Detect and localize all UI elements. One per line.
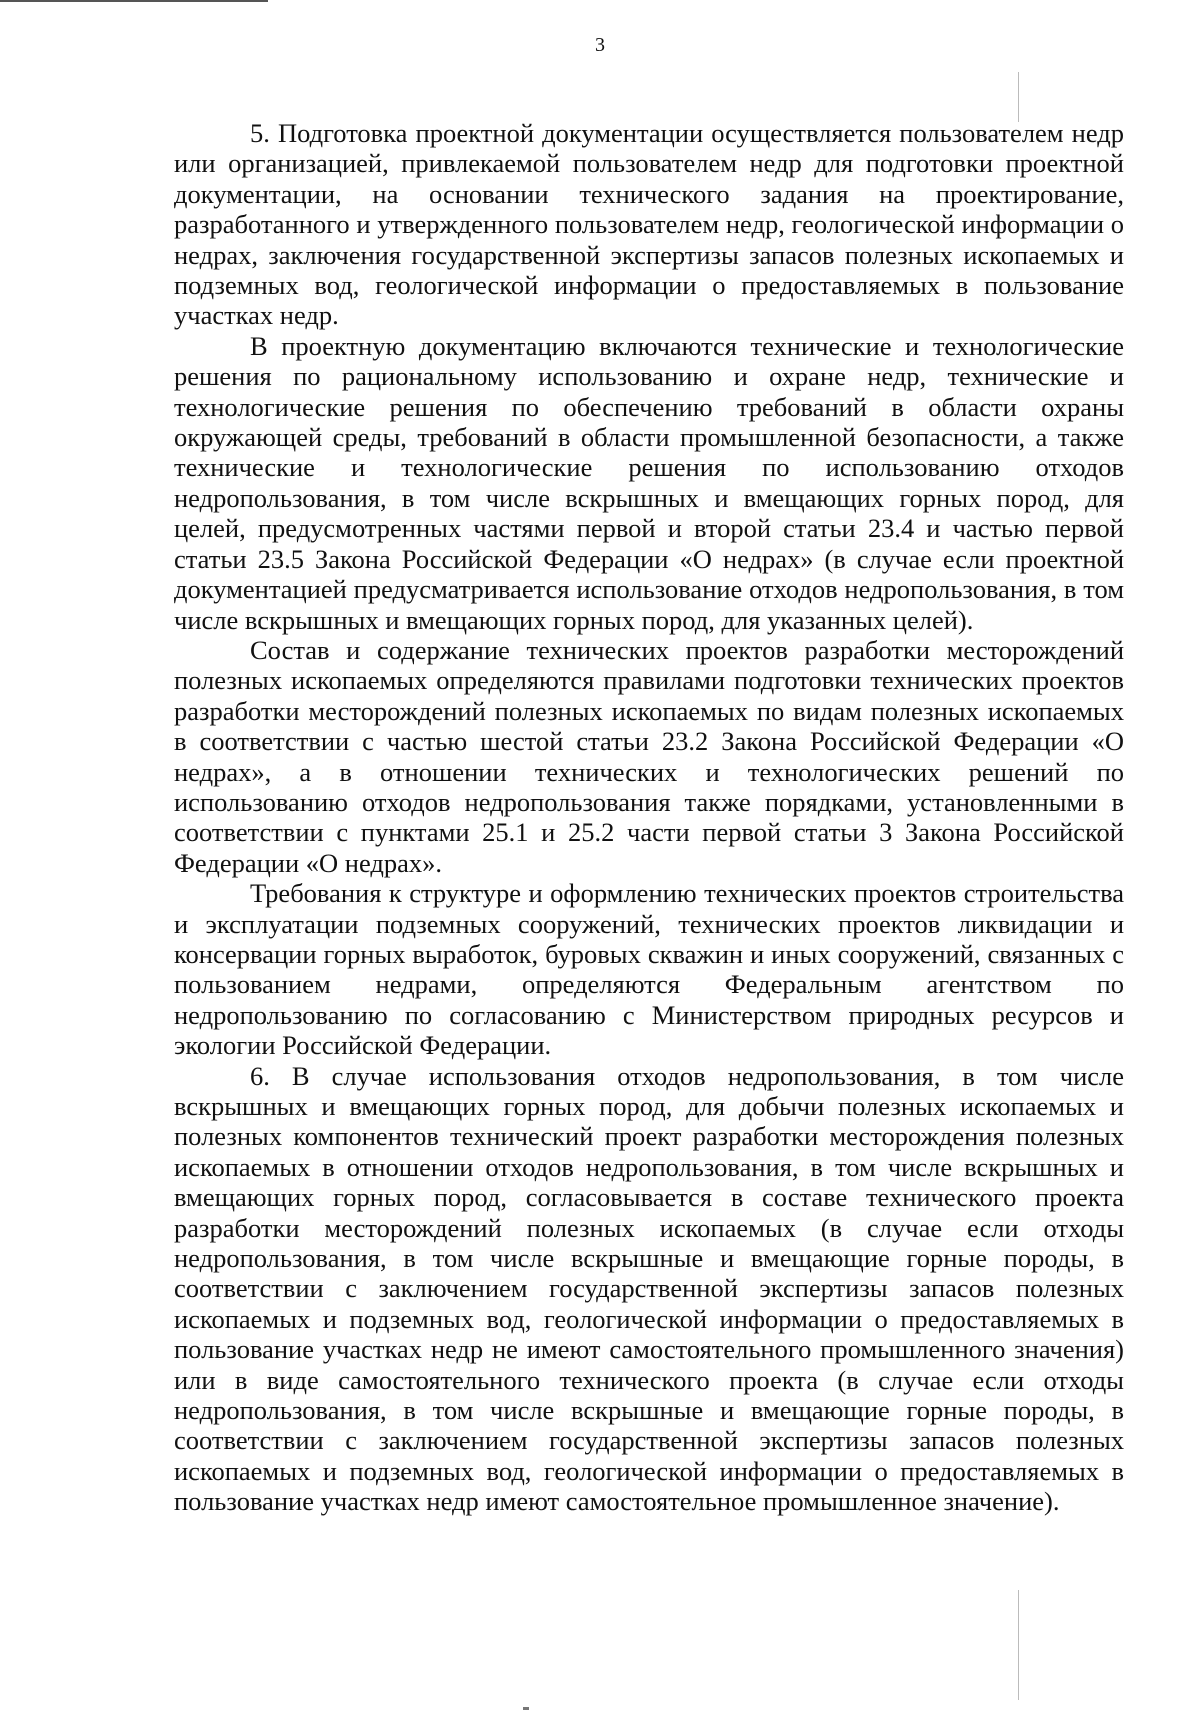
page-number: 3	[595, 34, 605, 56]
paragraph-structure-requirements: Требования к структуре и оформлению технических проектов строительства и эксплуатации подземных сооружений, технических проектов ликвидации и консервации горных выработок, буровых скважин и иных сооружений, связанных с пользованием недрами, определяются Федеральным агентством по недропользованию по согласованию с Министерством природных ресурсов и экологии Российской Федерации.	[174, 878, 1124, 1061]
document-body	[174, 118, 1124, 1517]
scan-edge-mark	[0, 0, 268, 2]
paragraph-item-6: 6. В случае использования отходов недропользования, в том числе вскрышных и вмещающих горных пород, для добычи полезных ископаемых и полезных компонентов технический проект разработки месторождения полезных ископаемых в отношении отходов недропользования, в том числе вскрышных и вмещающих горных пород, согласовывается в составе технического проекта разработки месторождений полезных ископаемых (в случае если отходы недропользования, в том числе вскрышные и вмещающие горные породы, в соответствии с заключением государственной экспертизы запасов полезных ископаемых и подземных вод, геологической информации о предоставляемых в пользование участках недр не имеют самостоятельного промышленного значения) или в виде самостоятельного технического проекта (в случае если отходы недропользования, в том числе вскрышные и вмещающие горные породы, в соответствии с заключением государственной экспертизы запасов полезных ископаемых и подземных вод, геологической информации о предоставляемых в пользование участках недр имеют самостоятельное промышленное значение).	[174, 1060, 1124, 1517]
paragraph-project-composition: Состав и содержание технических проектов разработки месторождений полезных ископаемых определяются правилами подготовки технических проектов разработки месторождений полезных ископаемых по видам полезных ископаемых в соответствии с частью шестой статьи 23.2 Закона Российской Федерации «О недрах», а в отношении технических и технологических решений по использованию отходов недропользования также порядками, установленными в соответствии с пунктами 25.1 и 25.2 части первой статьи 3 Закона Российской Федерации «О недрах».	[174, 634, 1124, 878]
scan-artifact-dot	[523, 1707, 529, 1710]
scan-artifact-line	[1018, 72, 1019, 122]
paragraph-item-5: 5. Подготовка проектной документации осуществляется пользователем недр или организацией, привлекаемой пользователем недр для подготовки проектной документации, на основании технического задания на проектирование, разработанного и утвержденного пользователем недр, геологической информации о недрах, заключения государственной экспертизы запасов полезных ископаемых и подземных вод, геологической информации о предоставляемых в пользование участках недр.	[174, 118, 1124, 331]
paragraph-project-documentation: В проектную документацию включаются технические и технологические решения по рациональному использованию и охране недр, технические и технологические решения по обеспечению требований в области охраны окружающей среды, требований в области промышленной безопасности, а также технические и технологические решения по использованию отходов недропользования, в том числе вскрышных и вмещающих горных пород, для целей, предусмотренных частями первой и второй статьи 23.4 и частью первой статьи 23.5 Закона Российской Федерации «О недрах» (в случае если проектной документацией предусматривается использование отходов недропользования, в том числе вскрышных и вмещающих горных пород, для указанных целей).	[174, 330, 1124, 635]
scan-artifact-line	[1018, 1590, 1019, 1700]
